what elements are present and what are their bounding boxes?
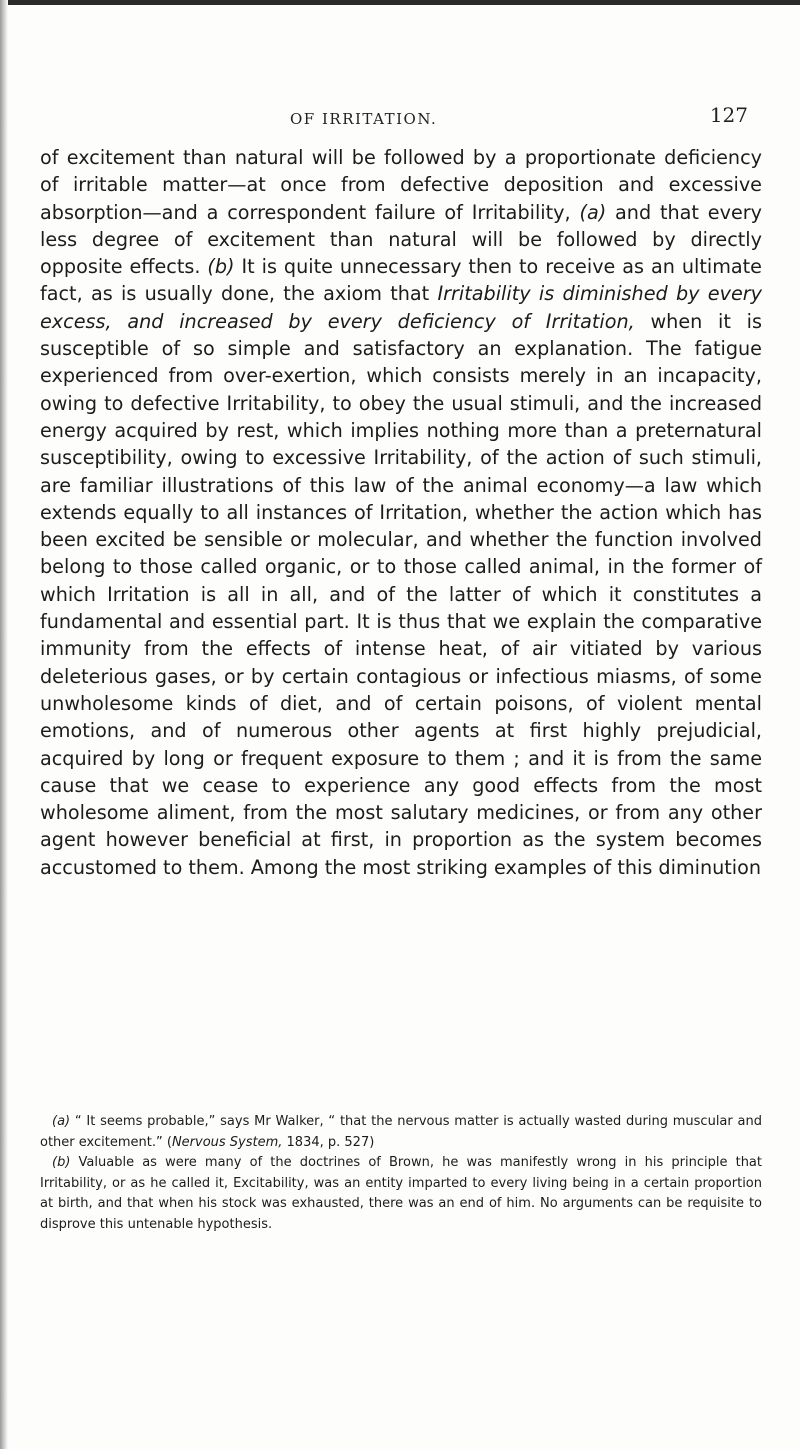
running-head (40, 100, 760, 130)
footnote-marker-a: (a) (52, 1114, 71, 1129)
footnote-marker-b: (b) (52, 1155, 71, 1170)
footnote-b-text: Valuable as were many of the doctrines of Brown, he was manifestly wrong in his principle that Irritability, or as he called it, Excitability, was an entity imparted to every living being in a certain proportion at birth, and that when his stock was exhausted, there was an end of him. No arguments can be requisite to disprove this untenable hypothesis. (40, 1155, 762, 1232)
body-text-segment: when it is susceptible of so simple and satisfactory an explanation. The fatigue experienced from over-exertion, which consists merely in an incapacity, owing to defective Irritability, to obey the usual stimuli, and the increased energy acquired by rest, which implies nothing more than a preternatural susceptibility, owing to excessive Irritability, of the action of such stimuli, are familiar illustrations of this law of the animal economy—a law which extends equally to all instances of Irritation, whether the action which has been excited be sensible or molecular, and whether the function involved belong to those called organic, or to those called animal, in the former of which Irritation is all in all, and of the latter of which it constitutes a fundamental and essential part. It is thus that we explain the comparative immunity from the effects of intense heat, of air vitiated by various deleterious gases, or by certain contagious or infectious miasms, of some unwholesome kinds of diet, and of certain poisons, of violent mental emotions, and of numerous other agents at first highly prejudicial, acquired by long or frequent exposure to them ; and it is from the same cause that we cease to experience any good effects from the most wholesome aliment, from the most salutary medicines, or from any other agent however beneficial at first, in proportion as the system becomes accustomed to them. Among the most striking examples of this diminution (40, 309, 762, 879)
footnote-a (40, 1112, 762, 1153)
footnote-ref-a: (a) (579, 200, 607, 224)
footnote-b (40, 1153, 762, 1235)
footnotes (40, 1112, 762, 1235)
footnote-a-text-end: 1834, p. 527) (282, 1134, 375, 1150)
body-text-segment: It is quite unnecessary then to receive as an ultimate fact, as is usually done, the axiom that (40, 255, 762, 306)
footnote-a-text: “ It seems probable,” says Mr Walker, “ that the nervous matter is actually wasted during muscular and other excitement.” ( (40, 1114, 762, 1150)
running-title: OF IRRITATION. (290, 110, 438, 128)
footnote-a-citation: Nervous System, (171, 1134, 283, 1150)
page-gutter-shadow (0, 0, 8, 1449)
body-text-segment: of excitement than natural will be followed by a proportionate deficiency of irritable matter—at once from defective deposition and excessive absorption—and a correspondent failure of Irritability, (40, 146, 762, 224)
body-text-segment: and that every less degree of excitement than natural will be followed by directly opposite effects. (40, 200, 763, 279)
italic-axiom: Irritability is diminished by every excess, and increased by every deficiency of Irritation, (40, 282, 762, 333)
body-paragraph (40, 144, 762, 881)
footnote-ref-b: (b) (207, 255, 235, 279)
page-number: 127 (709, 103, 748, 127)
top-edge-rule (0, 0, 800, 5)
